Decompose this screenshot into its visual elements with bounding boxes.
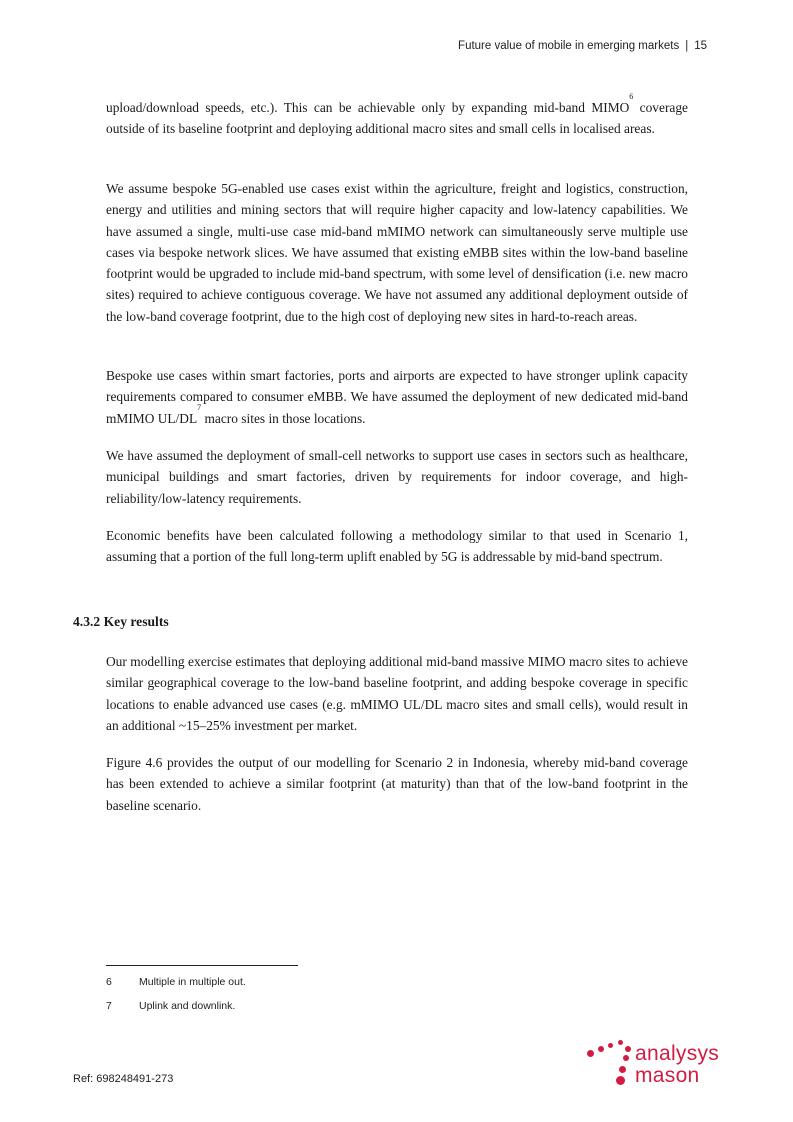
logo-dot bbox=[625, 1046, 631, 1052]
page-number: 15 bbox=[694, 40, 707, 52]
paragraph-6-text: Our modelling exercise estimates that deploying additional mid-band massive MIMO macro sites to achieve similar geographical coverage to the low-band baseline footprint, and adding bespoke coverage in specific locations to enable advanced use cases (e.g. mMIMO UL/DL macro sites and small cells), would result in an additional ~15–25% investment per market. bbox=[106, 654, 688, 733]
paragraph-1-text: upload/download speeds, etc.). This can be achievable only by expanding mid-band MIMO bbox=[106, 100, 630, 115]
paragraph-5-text: Economic benefits have been calculated following a methodology similar to that used in Scenario 1, assuming that a portion of the full long-term uplift enabled by 5G is addressable by mid-band spectrum. bbox=[106, 528, 688, 565]
paragraph-7-text: Figure 4.6 provides the output of our modelling for Scenario 2 in Indonesia, whereby mid-band coverage has been extended to achieve a similar footprint (at maturity) than that of the low-band footprint in the baseline scenario. bbox=[106, 755, 688, 813]
paragraph-6 bbox=[106, 651, 688, 736]
logo-dot bbox=[587, 1050, 594, 1057]
header-separator: | bbox=[685, 40, 689, 52]
analysys-mason-logo bbox=[583, 1038, 733, 1088]
logo-dot bbox=[598, 1046, 604, 1052]
paragraph-4 bbox=[106, 445, 688, 509]
paragraph-1 bbox=[106, 92, 688, 140]
footnote-text: Multiple in multiple out. bbox=[139, 976, 246, 988]
logo-dot bbox=[619, 1066, 626, 1073]
footnote-ref-6[interactable]: 6 bbox=[629, 92, 634, 101]
paragraph-3-tail: macro sites in those locations. bbox=[201, 410, 366, 426]
footnote-6 bbox=[106, 976, 246, 988]
footnote-7 bbox=[106, 1000, 235, 1012]
footnote-ref-7[interactable]: 7 bbox=[197, 402, 202, 412]
paragraph-1-tail: coverage outside of its baseline footprint and deploying additional macro sites and small cells in localised areas. bbox=[106, 100, 688, 137]
paragraph-2 bbox=[106, 178, 688, 327]
logo-text-analysys: analysys bbox=[635, 1042, 720, 1065]
header-title: Future value of mobile in emerging markets bbox=[458, 40, 680, 52]
section-heading: 4.3.2 Key results bbox=[73, 614, 169, 629]
logo-dot bbox=[618, 1040, 623, 1045]
paragraph-3 bbox=[106, 365, 688, 429]
paragraph-5 bbox=[106, 525, 688, 568]
paragraph-3-text: Bespoke use cases within smart factories, ports and airports are expected to have stronger uplink capacity requirements compared to consumer eMBB. We have assumed the deployment of new dedicated mid-band mMIMO UL/DL bbox=[106, 368, 688, 426]
footnote-number: 7 bbox=[106, 1000, 112, 1012]
logo-dot bbox=[616, 1076, 625, 1085]
running-header bbox=[458, 40, 707, 52]
paragraph-4-text: We have assumed the deployment of small-cell networks to support use cases in sectors such as healthcare, municipal buildings and smart factories, driven by requirements for indoor coverage, and high-reliability/low-latency requirements. bbox=[106, 448, 688, 506]
footnote-divider bbox=[106, 965, 298, 966]
paragraph-7 bbox=[106, 752, 688, 816]
paragraph-2-text: We assume bespoke 5G-enabled use cases exist within the agriculture, freight and logistics, construction, energy and utilities and mining sectors that will require higher capacity and low-latency capabilities. We have assumed a single, multi-use case mid-band mMIMO network can simultaneously serve multiple use cases via bespoke network slices. We have assumed that existing eMBB sites within the low-band baseline footprint would be upgraded to include mid-band spectrum, with some level of densification (i.e. new macro sites) required to achieve contiguous coverage. We have not assumed any additional deployment outside of the low-band coverage footprint, due to the high cost of deploying new sites in hard-to-reach areas. bbox=[106, 181, 688, 324]
document-reference: Ref: 698248491-273 bbox=[73, 1073, 174, 1085]
footnote-text: Uplink and downlink. bbox=[139, 1000, 236, 1012]
logo-dot bbox=[623, 1055, 629, 1061]
footnote-number: 6 bbox=[106, 976, 112, 988]
logo-text-mason: mason bbox=[635, 1064, 700, 1087]
logo-dot bbox=[608, 1043, 613, 1048]
